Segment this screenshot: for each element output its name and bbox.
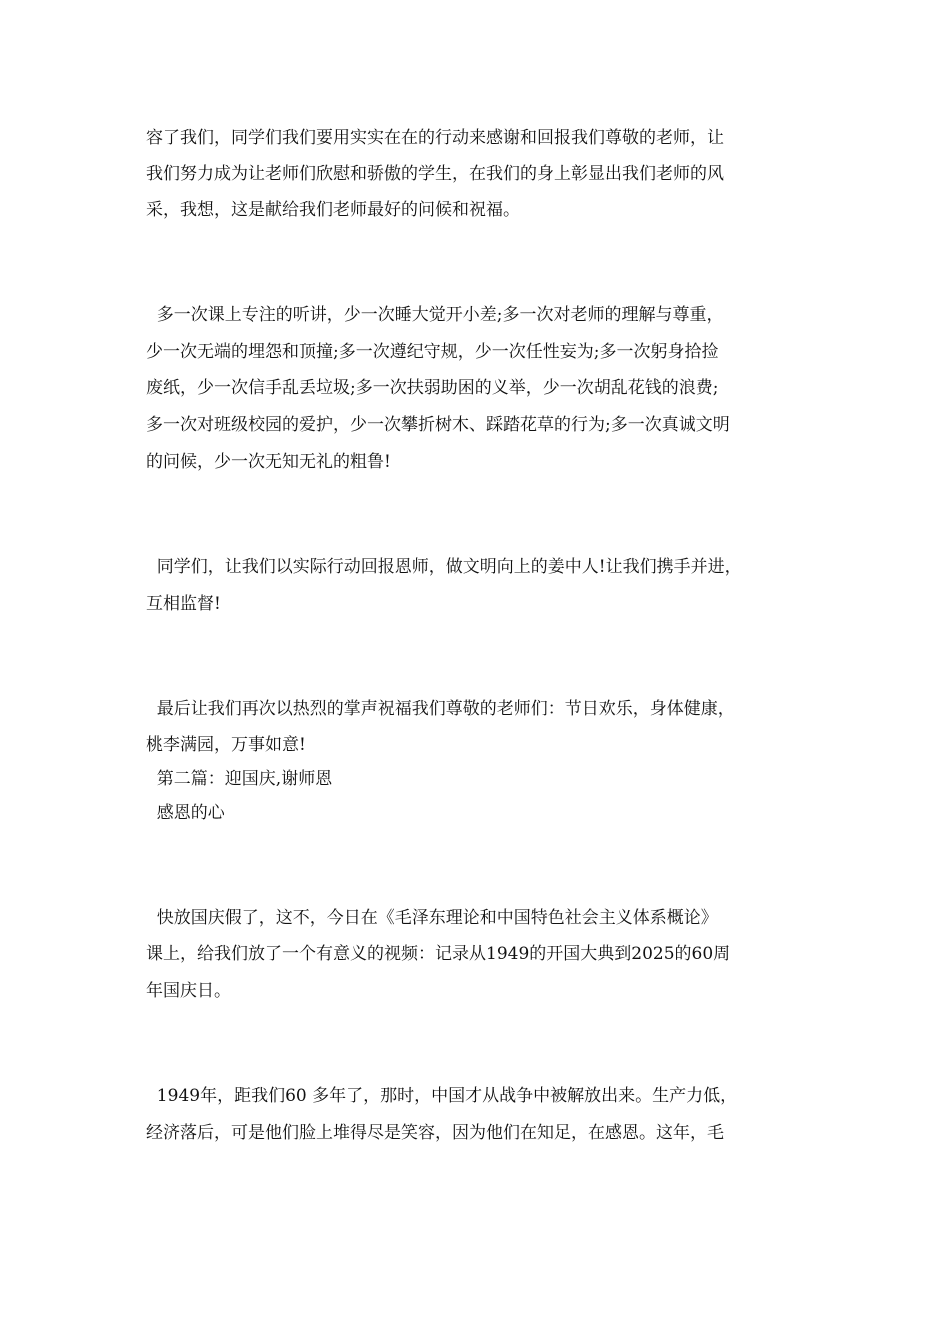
text-line: 多一次对班级校园的爱护，少一次攀折树木、踩踏花草的行为;多一次真诚文明 — [146, 415, 730, 435]
text-line: 少一次无端的埋怨和顶撞;多一次遵纪守规，少一次任性妄为;多一次躬身拾捡 — [146, 342, 719, 362]
section-heading: 第二篇：迎国庆,谢师恩 — [146, 769, 333, 789]
text-line: 的问候，少一次无知无礼的粗鲁! — [146, 452, 391, 472]
text-line: 年国庆日。 — [146, 981, 231, 1001]
section-subheading: 感恩的心 — [146, 803, 225, 823]
text-line: 最后让我们再次以热烈的掌声祝福我们尊敬的老师们：节日欢乐，身体健康， — [146, 699, 735, 719]
text-line: 快放国庆假了，这不，今日在《毛泽东理论和中国特色社会主义体系概论》 — [146, 908, 718, 928]
text-line: 废纸，少一次信手乱丢垃圾;多一次扶弱助困的义举，少一次胡乱花钱的浪费; — [146, 378, 719, 398]
text-line: 我们努力成为让老师们欣慰和骄傲的学生，在我们的身上彰显出我们老师的风 — [146, 164, 724, 184]
text-line: 1949年，距我们60 多年了，那时，中国才从战争中被解放出来。生产力低， — [146, 1086, 738, 1106]
text-line: 互相监督! — [146, 594, 221, 614]
text-line: 多一次课上专注的听讲，少一次睡大觉开小差;多一次对老师的理解与尊重， — [146, 305, 724, 325]
text-line: 同学们，让我们以实际行动回报恩师，做文明向上的姜中人!让我们携手并进， — [146, 557, 742, 577]
text-line: 采，我想，这是献给我们老师最好的问候和祝福。 — [146, 200, 520, 220]
text-line: 容了我们，同学们我们要用实实在在的行动来感谢和回报我们尊敬的老师，让 — [146, 128, 724, 148]
text-line: 桃李满园，万事如意! — [146, 735, 306, 755]
text-line: 经济落后，可是他们脸上堆得尽是笑容，因为他们在知足，在感恩。这年，毛 — [146, 1123, 724, 1143]
text-line: 课上，给我们放了一个有意义的视频：记录从1949的开国大典到2025的60周 — [146, 944, 731, 964]
